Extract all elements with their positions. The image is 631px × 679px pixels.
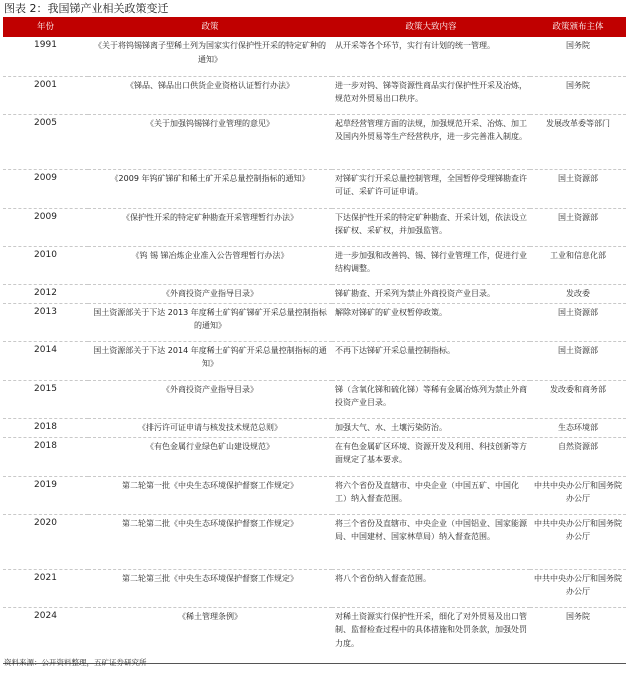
header-row bbox=[3, 18, 626, 37]
table-row bbox=[3, 437, 626, 476]
cell-content: 将三个省份及直辖市、中央企业（中国铝业、国家能源局、中国建材、国家林草局）纳入督查范围。 bbox=[332, 514, 530, 569]
cell-issuer: 国务院 bbox=[530, 76, 626, 114]
cell-policy: 《关于加强钨锡锑行业管理的意见》 bbox=[88, 114, 332, 169]
table-row bbox=[3, 76, 626, 114]
table-row bbox=[3, 114, 626, 169]
cell-content: 起草经营管理方面的法规，加强规范开采、冶炼、加工及国内外贸易等生产经营秩序，进一步完善准入制度。 bbox=[332, 114, 530, 169]
cell-policy: 第二轮第二批《中央生态环境保护督察工作规定》 bbox=[88, 514, 332, 569]
table-row bbox=[3, 208, 626, 246]
cell-year: 2009 bbox=[3, 169, 88, 208]
cell-year: 2005 bbox=[3, 114, 88, 169]
cell-issuer: 国土资源部 bbox=[530, 303, 626, 341]
cell-issuer: 工业和信息化部 bbox=[530, 246, 626, 284]
cell-content: 锑矿勘查、开采列为禁止外商投资产业目录。 bbox=[332, 284, 530, 303]
table-row bbox=[3, 380, 626, 418]
cell-year: 2012 bbox=[3, 284, 88, 303]
cell-content: 进一步对钨、锑等资源性商品实行保护性开采及冶炼，规范对外贸易出口秩序。 bbox=[332, 76, 530, 114]
policy-table bbox=[3, 18, 626, 664]
header-policy: 政策 bbox=[88, 18, 332, 37]
cell-issuer: 中共中央办公厅和国务院办公厅 bbox=[530, 476, 626, 514]
table-row bbox=[3, 37, 626, 76]
cell-content: 加强大气、水、土壤污染防治。 bbox=[332, 418, 530, 437]
header-content: 政策大致内容 bbox=[332, 18, 530, 37]
cell-policy: 国土资源部关于下达 2013 年度稀土矿钨矿锑矿开采总量控制指标的通知》 bbox=[88, 303, 332, 341]
cell-content: 解除对锑矿的矿业权暂停政策。 bbox=[332, 303, 530, 341]
cell-issuer: 中共中央办公厅和国务院办公厅 bbox=[530, 514, 626, 569]
cell-issuer: 中共中央办公厅和国务院办公厅 bbox=[530, 569, 626, 607]
cell-policy: 《有色金属行业绿色矿山建设规范》 bbox=[88, 437, 332, 476]
cell-policy: 《稀土管理条例》 bbox=[88, 607, 332, 663]
header-year: 年份 bbox=[3, 18, 88, 37]
cell-content: 将六个省份及直辖市、中央企业（中国五矿、中国化工）纳入督查范围。 bbox=[332, 476, 530, 514]
table-row bbox=[3, 303, 626, 341]
source-note: 资料来源：公开资料整理，五矿证券研究所 bbox=[4, 658, 147, 667]
cell-year: 2020 bbox=[3, 514, 88, 569]
cell-issuer: 国务院 bbox=[530, 37, 626, 76]
table-body bbox=[3, 37, 626, 663]
cell-policy: 《外商投资产业指导目录》 bbox=[88, 380, 332, 418]
cell-year: 2019 bbox=[3, 476, 88, 514]
cell-policy: 第二轮第三批《中央生态环境保护督察工作规定》 bbox=[88, 569, 332, 607]
cell-year: 1991 bbox=[3, 37, 88, 76]
cell-issuer: 国土资源部 bbox=[530, 169, 626, 208]
cell-content: 在有色金属矿区环境、资源开发及利用、科技创新等方面规定了基本要求。 bbox=[332, 437, 530, 476]
cell-year: 2015 bbox=[3, 380, 88, 418]
cell-issuer: 发改委 bbox=[530, 284, 626, 303]
cell-content: 进一步加强和改善钨、锡、锑行业管理工作，促进行业结构调整。 bbox=[332, 246, 530, 284]
cell-policy: 《关于将钨锡锑离子型稀土列为国家实行保护性开采的特定矿种的通知》 bbox=[88, 37, 332, 76]
cell-content: 不再下达锑矿开采总量控制指标。 bbox=[332, 341, 530, 380]
cell-issuer: 自然资源部 bbox=[530, 437, 626, 476]
table-row bbox=[3, 169, 626, 208]
cell-policy: 《外商投资产业指导目录》 bbox=[88, 284, 332, 303]
cell-policy: 国土资源部关于下达 2014 年度稀土矿钨矿开采总量控制指标的通知》 bbox=[88, 341, 332, 380]
cell-policy: 《钨 锡 锑冶炼企业准入公告管理暂行办法》 bbox=[88, 246, 332, 284]
cell-issuer: 生态环境部 bbox=[530, 418, 626, 437]
table-row bbox=[3, 569, 626, 607]
table-row bbox=[3, 476, 626, 514]
cell-year: 2001 bbox=[3, 76, 88, 114]
cell-issuer: 国务院 bbox=[530, 607, 626, 663]
table-header bbox=[3, 18, 626, 37]
cell-policy: 《保护性开采的特定矿种勘查开采管理暂行办法》 bbox=[88, 208, 332, 246]
cell-year: 2021 bbox=[3, 569, 88, 607]
cell-policy: 《锑品、锑品出口供货企业资格认证暂行办法》 bbox=[88, 76, 332, 114]
cell-content: 对锑矿实行开采总量控制管理，全国暂停受理锑勘查许可证、采矿许可证申请。 bbox=[332, 169, 530, 208]
cell-year: 2010 bbox=[3, 246, 88, 284]
cell-content: 对稀土资源实行保护性开采，细化了对外贸易及出口管制、监督检查过程中的具体措施和处罚条款，加强处罚力度。 bbox=[332, 607, 530, 663]
cell-content: 下达保护性开采的特定矿种勘查、开采计划，依法设立探矿权、采矿权，并加强监管。 bbox=[332, 208, 530, 246]
table-row bbox=[3, 418, 626, 437]
cell-issuer: 国土资源部 bbox=[530, 208, 626, 246]
table-row bbox=[3, 246, 626, 284]
cell-year: 2018 bbox=[3, 437, 88, 476]
cell-issuer: 国土资源部 bbox=[530, 341, 626, 380]
cell-year: 2009 bbox=[3, 208, 88, 246]
cell-content: 从开采等各个环节，实行有计划的统一管理。 bbox=[332, 37, 530, 76]
cell-policy: 第二轮第一批《中央生态环境保护督察工作规定》 bbox=[88, 476, 332, 514]
table-row bbox=[3, 514, 626, 569]
cell-issuer: 发改委和商务部 bbox=[530, 380, 626, 418]
cell-year: 2024 bbox=[3, 607, 88, 663]
table-row bbox=[3, 341, 626, 380]
cell-content: 锑（含氧化锑和硫化锑）等稀有金属冶炼列为禁止外商投资产业目录。 bbox=[332, 380, 530, 418]
cell-year: 2018 bbox=[3, 418, 88, 437]
cell-policy: 《排污许可证申请与核发技术规范总则》 bbox=[88, 418, 332, 437]
cell-year: 2013 bbox=[3, 303, 88, 341]
table-row bbox=[3, 284, 626, 303]
table-row bbox=[3, 607, 626, 663]
cell-policy: 《2009 年钨矿锑矿和稀土矿开采总量控制指标的通知》 bbox=[88, 169, 332, 208]
header-issuer: 政策颁布主体 bbox=[530, 18, 626, 37]
cell-issuer: 发展改革委等部门 bbox=[530, 114, 626, 169]
figure-title: 图表 2：我国锑产业相关政策变迁 bbox=[4, 2, 169, 15]
cell-year: 2014 bbox=[3, 341, 88, 380]
cell-content: 将八个省份纳入督查范围。 bbox=[332, 569, 530, 607]
